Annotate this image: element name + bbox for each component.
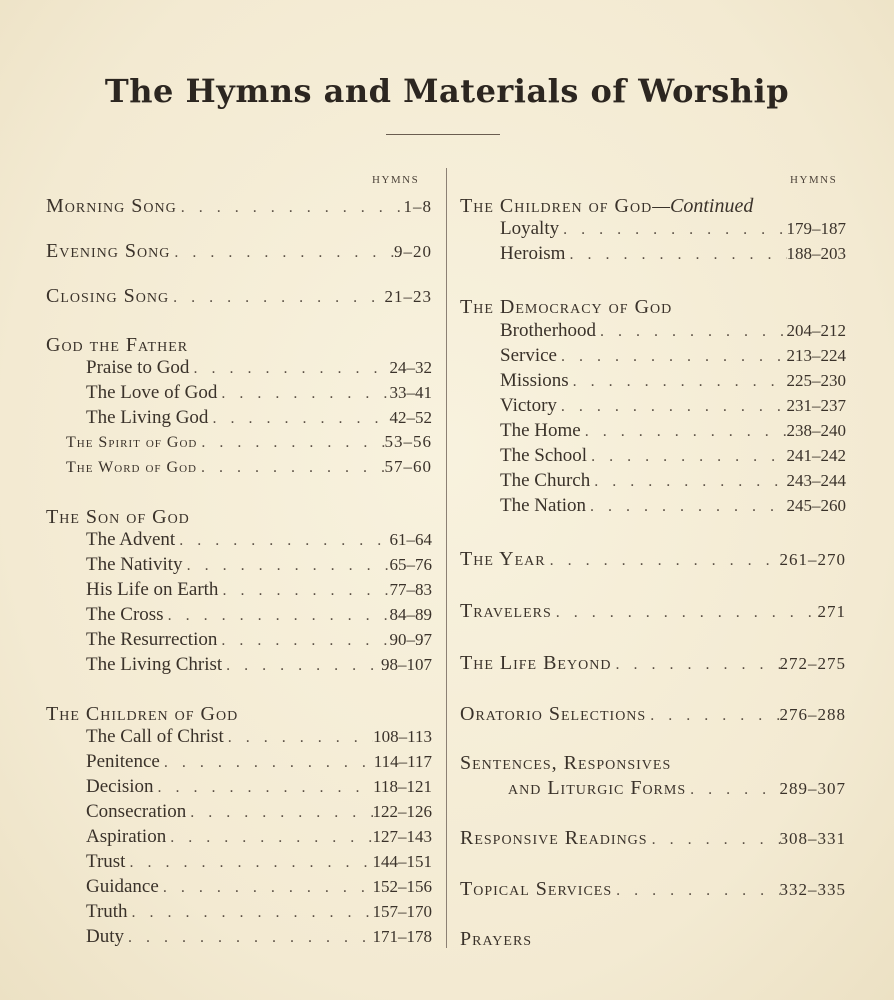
heading-text: The Children of God [460, 195, 653, 217]
entry-label: Praise to God [86, 357, 190, 378]
section-heading-son-of-god: The Son of God [46, 506, 190, 528]
leader-dots [217, 385, 389, 403]
leader-dots [222, 657, 381, 675]
entry-label: Evening Song [46, 240, 171, 262]
leader-dots [125, 854, 372, 872]
leader-dots [186, 804, 372, 822]
entry-range: 241–242 [786, 446, 846, 465]
entry-range: 114–117 [373, 752, 432, 771]
entry-aspiration [86, 826, 432, 848]
entry-range: 57–60 [384, 457, 432, 476]
entry-label: Brotherhood [500, 320, 597, 341]
entry-label: and Liturgic Forms [508, 777, 687, 799]
entry-heroism [500, 243, 846, 265]
entry-label: Missions [500, 370, 569, 391]
entry-range: 9–20 [394, 242, 432, 261]
entry-consecration [86, 801, 432, 823]
entry-label: Guidance [86, 876, 159, 897]
entry-trust [86, 851, 432, 873]
section-heading-children-continued [460, 195, 753, 218]
leader-dots [557, 348, 787, 366]
entry-range: 84–89 [389, 605, 432, 624]
leader-dots [164, 607, 390, 625]
entry-label: Trust [86, 851, 126, 872]
entry-range: 152–156 [372, 877, 432, 896]
entry-label: Heroism [500, 243, 566, 264]
entry-label: The Cross [86, 604, 164, 625]
leader-dots [581, 423, 787, 441]
entry-range: 225–230 [786, 371, 846, 390]
entry-range: 272–275 [779, 654, 846, 673]
leader-dots [648, 831, 780, 849]
entry-church [500, 470, 846, 492]
entry-range: 245–260 [786, 496, 846, 515]
entry-life-beyond [460, 652, 846, 675]
entry-truth [86, 901, 432, 923]
leader-dots [197, 459, 385, 477]
entry-label: Closing Song [46, 285, 170, 307]
entry-range: 157–170 [372, 902, 432, 921]
entry-range: 42–52 [389, 408, 432, 427]
entry-range: 61–64 [389, 530, 432, 549]
section-heading-god-the-father: God the Father [46, 334, 189, 356]
entry-spirit-of-god [66, 432, 432, 452]
leader-dots [208, 410, 389, 428]
leader-dots [197, 434, 384, 452]
entry-praise-to-god [86, 357, 432, 379]
entry-label: Consecration [86, 801, 187, 822]
entry-nation [500, 495, 846, 517]
entry-label: The Spirit of God [66, 434, 198, 451]
entry-label: Morning Song [46, 195, 177, 217]
entry-range: 65–76 [389, 555, 432, 574]
entry-label: Decision [86, 776, 154, 797]
leader-dots [552, 604, 818, 622]
entry-label: The Nation [500, 495, 587, 516]
entry-range: 144–151 [372, 852, 432, 871]
entry-range: 98–107 [381, 655, 432, 674]
entry-travelers [460, 600, 846, 623]
entry-range: 231–237 [786, 396, 846, 415]
entry-word-of-god [66, 457, 432, 477]
entry-range: 271 [817, 602, 846, 621]
leader-dots [169, 289, 384, 307]
entry-call-of-christ [86, 726, 432, 748]
entry-life-on-earth [86, 579, 432, 601]
section-heading-democracy-of-god: The Democracy of God [460, 296, 673, 318]
entry-evening-song [46, 240, 432, 263]
entry-label: Responsive Readings [460, 827, 648, 849]
leader-dots [159, 879, 373, 897]
entry-school [500, 445, 846, 467]
leader-dots [590, 473, 786, 491]
entry-range: 127–143 [372, 827, 432, 846]
leader-dots [124, 929, 373, 947]
leader-dots [557, 398, 787, 416]
entry-range: 122–126 [372, 802, 432, 821]
entry-label: Penitence [86, 751, 160, 772]
entry-home [500, 420, 846, 442]
leader-dots [224, 729, 373, 747]
entry-sentences-line1: Sentences, Responsives [460, 752, 672, 774]
entry-range: 90–97 [389, 630, 432, 649]
entry-liturgic-forms [508, 777, 846, 800]
entry-living-christ [86, 654, 432, 676]
leader-dots [586, 498, 786, 516]
entry-label: The Year [460, 548, 546, 570]
entry-label: The Home [500, 420, 581, 441]
entry-label: The Living Christ [86, 654, 223, 675]
entry-brotherhood [500, 320, 846, 342]
entry-resurrection [86, 629, 432, 651]
entry-range: 332–335 [779, 880, 846, 899]
entry-oratorio-selections [460, 703, 846, 726]
entry-the-year [460, 548, 846, 571]
title-rule [386, 134, 500, 135]
entry-label: The Call of Christ [86, 726, 224, 747]
entry-decision [86, 776, 432, 798]
leader-dots [569, 373, 787, 391]
entry-label: The Church [500, 470, 591, 491]
entry-label: Travelers [460, 600, 552, 622]
entry-range: 118–121 [373, 777, 432, 796]
entry-label: Aspiration [86, 826, 167, 847]
leader-dots [611, 656, 779, 674]
leader-dots [596, 323, 786, 341]
entry-advent [86, 529, 432, 551]
leader-dots [587, 448, 786, 466]
entry-victory [500, 395, 846, 417]
leader-dots [177, 199, 404, 217]
entry-penitence [86, 751, 432, 773]
entry-range: 243–244 [786, 471, 846, 490]
entry-label: The School [500, 445, 588, 466]
entry-range: 53–56 [384, 432, 432, 451]
entry-morning-song [46, 195, 432, 218]
entry-label: The Word of God [66, 459, 197, 476]
entry-service [500, 345, 846, 367]
entry-label: His Life on Earth [86, 579, 219, 600]
leader-dots [183, 557, 390, 575]
entry-label: Oratorio Selections [460, 703, 647, 725]
entry-range: 238–240 [786, 421, 846, 440]
entry-closing-song [46, 285, 432, 308]
entry-duty [86, 926, 432, 948]
right-column-header: HYMNS [790, 174, 838, 186]
left-column-header: HYMNS [372, 174, 420, 186]
entry-living-god [86, 407, 432, 429]
continued-label: —Continued [652, 195, 754, 217]
entry-love-of-god [86, 382, 432, 404]
entry-range: 179–187 [786, 219, 846, 238]
entry-range: 204–212 [786, 321, 846, 340]
column-divider [446, 168, 447, 948]
page-title: The Hymns and Materials of Worship [104, 72, 790, 110]
leader-dots [612, 882, 779, 900]
leader-dots [160, 754, 374, 772]
entry-range: 24–32 [389, 358, 432, 377]
entry-range: 289–307 [779, 779, 846, 798]
leader-dots [546, 552, 780, 570]
entry-range: 33–41 [389, 383, 432, 402]
entry-prayers: Prayers [460, 928, 533, 950]
entry-nativity [86, 554, 432, 576]
entry-label: The Living God [86, 407, 209, 428]
entry-label: Victory [500, 395, 557, 416]
leader-dots [189, 360, 389, 378]
entry-label: The Nativity [86, 554, 183, 575]
leader-dots [166, 829, 372, 847]
entry-range: 1–8 [403, 197, 432, 216]
entry-topical-services [460, 878, 846, 901]
entry-label: Service [500, 345, 557, 366]
entry-label: The Love of God [86, 382, 218, 403]
entry-range: 21–23 [384, 287, 432, 306]
entry-range: 77–83 [389, 580, 432, 599]
leader-dots [565, 246, 786, 264]
entry-guidance [86, 876, 432, 898]
entry-range: 108–113 [373, 727, 432, 746]
leader-dots [154, 779, 374, 797]
entry-cross [86, 604, 432, 626]
leader-dots [646, 707, 779, 725]
entry-label: The Life Beyond [460, 652, 612, 674]
entry-responsive-readings [460, 827, 846, 850]
entry-label: Loyalty [500, 218, 560, 239]
entry-range: 276–288 [779, 705, 846, 724]
leader-dots [170, 244, 394, 262]
entry-range: 188–203 [786, 244, 846, 263]
entry-range: 171–178 [372, 927, 432, 946]
entry-label: The Advent [86, 529, 176, 550]
leader-dots [559, 221, 786, 239]
leader-dots [128, 904, 373, 922]
entry-label: The Resurrection [86, 629, 218, 650]
entry-range: 261–270 [779, 550, 846, 569]
leader-dots [686, 781, 779, 799]
leader-dots [175, 532, 389, 550]
section-heading-children-of-god: The Children of God [46, 703, 239, 725]
entry-missions [500, 370, 846, 392]
leader-dots [217, 632, 389, 650]
entry-loyalty [500, 218, 846, 240]
entry-label: Topical Services [460, 878, 613, 900]
leader-dots [218, 582, 389, 600]
entry-label: Truth [86, 901, 128, 922]
entry-range: 308–331 [779, 829, 846, 848]
entry-label: Duty [86, 926, 124, 947]
entry-range: 213–224 [786, 346, 846, 365]
